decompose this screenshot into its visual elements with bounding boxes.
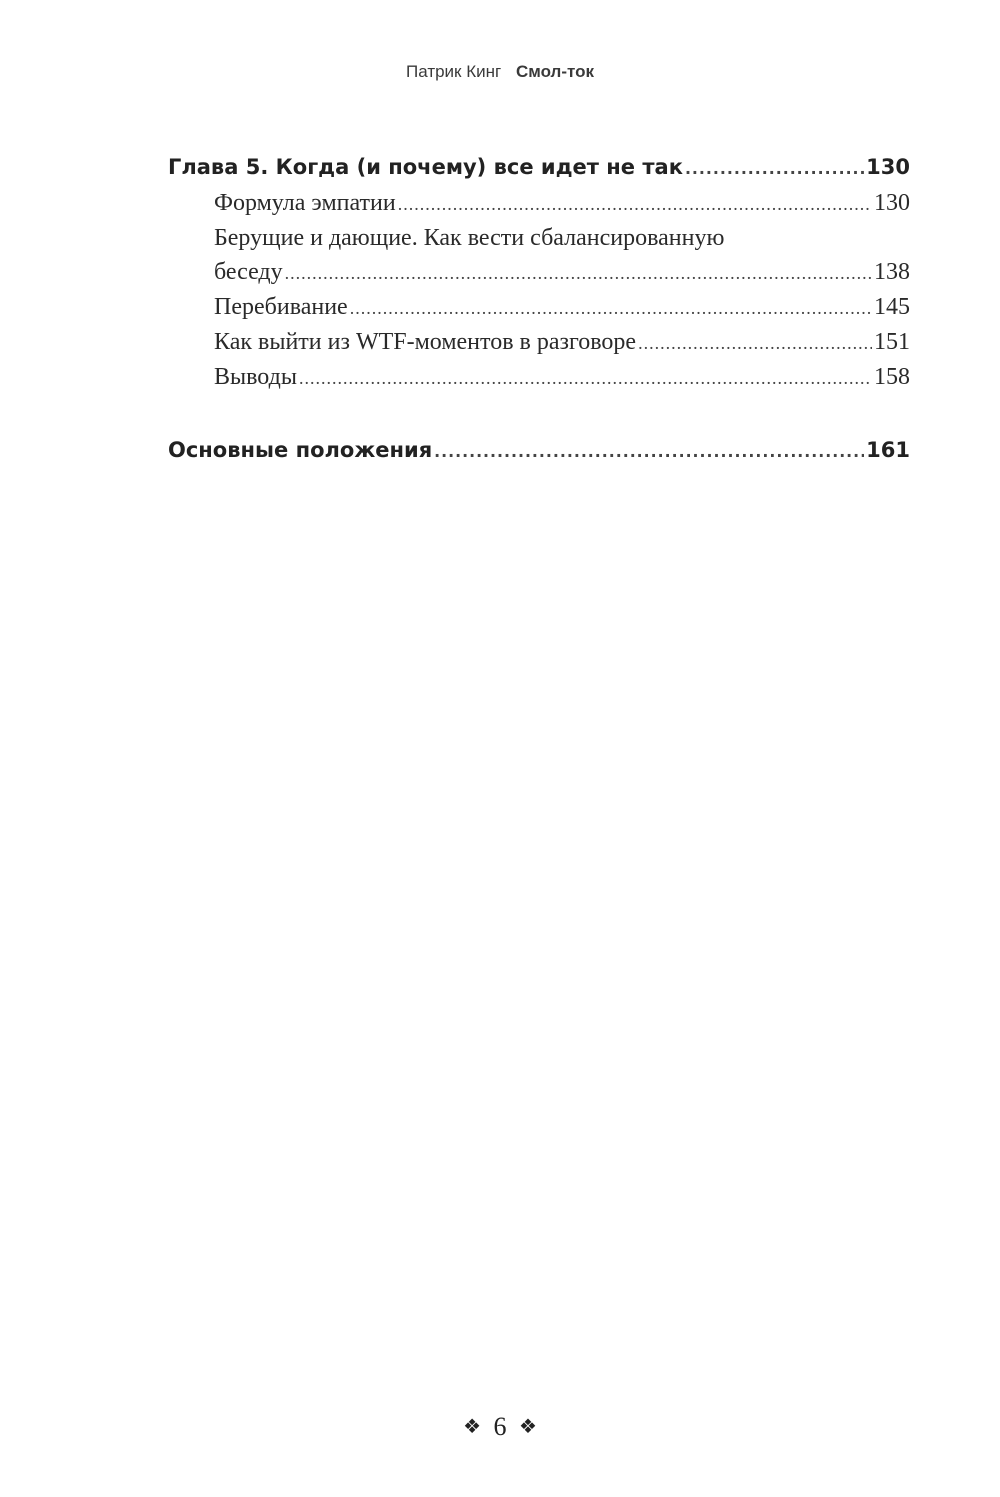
header-book-title: Смол-ток [515, 62, 594, 81]
toc-entry-page: 130 [866, 155, 910, 179]
toc-entry-title: Выводы [214, 364, 297, 390]
toc-item[interactable] [168, 325, 910, 360]
toc-entry-title-line1: Берущие и дающие. Как вести сбалансированную [214, 225, 725, 251]
toc-summary[interactable] [168, 433, 910, 469]
running-header [0, 62, 1000, 82]
toc-entry-title: Перебивание [214, 294, 348, 320]
toc-entry-page: 158 [874, 364, 910, 390]
toc-entry-title-line2: беседу [214, 259, 283, 285]
toc-entry-page: 161 [866, 438, 910, 462]
toc-chapter-5[interactable] [168, 150, 910, 186]
dot-leader [285, 256, 872, 290]
toc-item[interactable] [168, 186, 910, 221]
toc-item[interactable] [168, 221, 910, 290]
toc-entry-page: 145 [874, 294, 910, 320]
dot-leader [685, 152, 864, 186]
toc-entry-title: Как выйти из WTF-моментов в разговоре [214, 329, 637, 355]
dot-leader [434, 435, 864, 469]
spacer [168, 395, 910, 433]
toc-entry-page: 138 [874, 259, 910, 285]
toc-entry-title: Формула эмпатии [214, 190, 396, 216]
page-footer [0, 1412, 1000, 1442]
dot-leader [398, 187, 872, 221]
toc-entry-title: Основные положения [168, 438, 433, 462]
toc-entry-page: 151 [874, 329, 910, 355]
toc-entry-title: Глава 5. Когда (и почему) все идет не так [168, 155, 683, 179]
toc-item[interactable] [168, 360, 910, 395]
ornament-right-icon: ❖ [519, 1416, 537, 1438]
toc-item[interactable] [168, 290, 910, 325]
dot-leader [350, 291, 872, 325]
page-number: 6 [493, 1412, 507, 1441]
toc-entry-page: 130 [874, 190, 910, 216]
dot-leader [638, 326, 872, 360]
ornament-left-icon: ❖ [463, 1416, 481, 1438]
table-of-contents [168, 150, 910, 469]
dot-leader [299, 361, 872, 395]
header-author: Патрик Кинг [406, 62, 502, 81]
